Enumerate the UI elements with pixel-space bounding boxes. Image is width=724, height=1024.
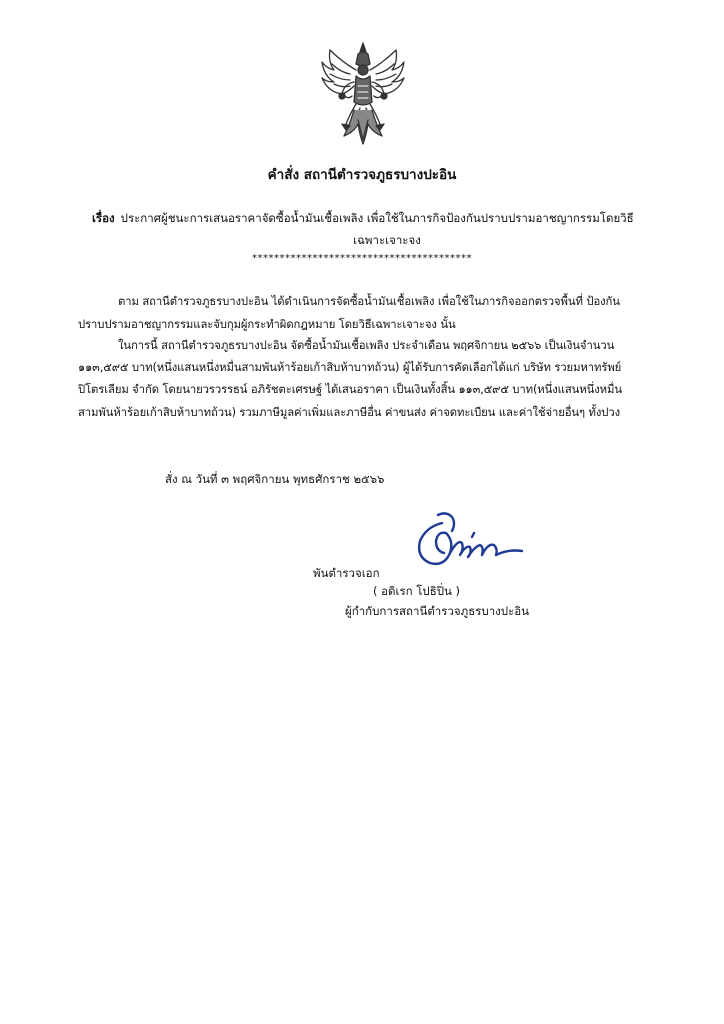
separator-line: **************************************** xyxy=(252,253,472,264)
signer-position: ผู้กำกับการสถานีตำรวจภูธรบางปะอิน xyxy=(345,604,530,618)
body-line: สามพันห้าร้อยเก้าสิบห้าบาทถ้วน) รวมภาษีมูลค่าเพิ่มและภาษีอื่น ค่าขนส่ง ค่าจดทะเบียน และค่าใช้จ่ายอื่นๆ ทั้งปวง xyxy=(78,406,620,419)
body-line: ตาม สถานีตำรวจภูธรบางปะอิน ได้ดำเนินการจัดซื้อน้ำมันเชื้อเพลิง เพื่อใช้ในภารกิจออกตรวจพื้นที่ ป้องกัน xyxy=(118,295,620,308)
body-line: ปิโตรเลียม จำกัด โดยนายวรวรรธน์ อภิรัชตะเศรษฐ์ ได้เสนอราคา เป็นเงินทั้งสิ้น ๑๑๓,๕๙๕ บาท(หนึ่งแสนหนึ่งหมื่น xyxy=(78,383,622,396)
subject-text-line1: ประกาศผู้ชนะการเสนอราคาจัดซื้อน้ำมันเชื้อเพลิง เพื่อใช้ในภารกิจป้องกันปราบปรามอาชญากรรมโดยวิธี xyxy=(120,211,634,225)
subject-label: เรื่อง xyxy=(92,211,115,225)
signature-image xyxy=(408,509,528,573)
signer-name: ( อดิเรก โปธิปิ่น ) xyxy=(373,584,461,598)
body-line: ๑๑๓,๕๙๕ บาท(หนึ่งแสนหนึ่งหมื่นสามพันห้าร้อยเก้าสิบห้าบาทถ้วน) ผู้ได้รับการคัดเลือกได้แก่ บริษัท รวยมหาทรัพย์ xyxy=(78,361,622,374)
subject-text-line2: เฉพาะเจาะจง xyxy=(353,233,421,247)
body-line: ปราบปรามอาชญากรรมและจับกุมผู้กระทำผิดกฎหมาย โดยวิธีเฉพาะเจาะจง นั้น xyxy=(78,318,456,331)
signer-rank: พันตำรวจเอก xyxy=(313,566,380,580)
order-date: สั่ง ณ วันที่ ๓ พฤศจิกายน พุทธศักราช ๒๕๖๖ xyxy=(165,472,385,486)
document-subject xyxy=(92,207,652,251)
garuda-emblem-icon xyxy=(320,40,406,148)
body-line: ในการนี้ สถานีตำรวจภูธรบางปะอิน จัดซื้อน้ำมันเชื้อเพลิง ประจำเดือน พฤศจิกายน ๒๕๖๖ เป็นเงินจำนวน xyxy=(118,339,615,352)
document-title: คำสั่ง สถานีตำรวจภูธรบางปะอิน xyxy=(267,167,457,183)
